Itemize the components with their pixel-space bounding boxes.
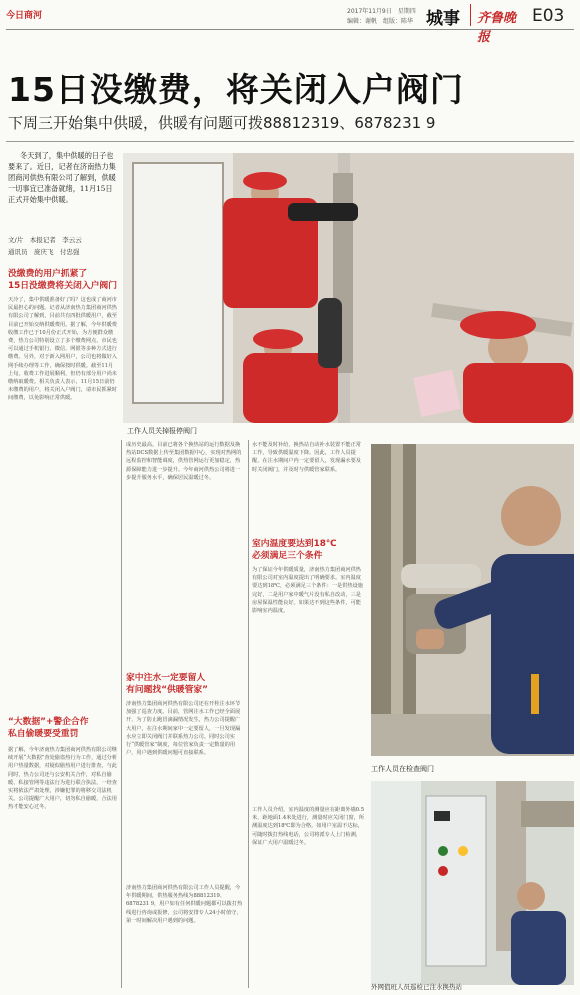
photo1-caption: 工作人员关掉报停阀门 [127,427,197,435]
middle-body-1: 成历史最高。目前已将各个换热站的运行数据及换热站DCS数据上传至集团数据中心，实现对热网的远程监控和智能调度，供热管网运行更加稳定，热源保障能力进一步提升。今年商河供热公司将进一步提升服务水平，确保居民温暖过冬。 [126,442,242,481]
middle-body-3: 济南热力集团商河供热有限公司工作人员提醒，今年供暖期间，供热服务热线为88812319、6878231 9，用户如有任何供暖问题都可以拨打热线进行咨询或报修，公司将安排专人24小时值守，第一时间解决用户遇到的问题。 [126,885,243,924]
lead-paragraph: 冬天到了，集中供暖的日子也要来了。近日，记者在济南热力集团商河供热有限公司了解到，供暖一切事宜已准备就绪，11月15日正式开始集中供暖。 [8,151,116,204]
subheadline: 下周三开始集中供暖，供暖有问题可拨88812319、6878231 9 [8,114,436,132]
byline-reporter: 文/片 本报记者 李云云 [8,236,82,244]
photo-heat-exchange-station [371,781,574,985]
byline-correspondent: 通讯员 庞庆飞 付忠强 [8,248,80,256]
photo2-caption: 工作人员在检查阀门 [371,765,434,773]
section1-title: 没缴费的用户抓紧了 15日没缴费将关闭入户阀门 [8,269,118,291]
third-body-1: 水不能及时补给，换热站自动补水装置不能正常工作，导致供暖温度下降。因此，工作人员提醒，在注水期间户内一定要留人，发现漏水要及时关闭阀门，并及时与供暖管家联系。 [252,442,361,473]
photo1-illustration [123,153,574,423]
date-line: 2017年11月9日 星期四 [347,8,416,15]
photo-workers-closing-valve [123,153,574,423]
column-name: 今日商河 [6,11,43,21]
third-body-2: 为了保证今年供暖质量，济南热力集团商河供热有限公司对室内温度提出了明确要求。室内温度要达到18℃，必须满足三个条件：一是供热设施完好，二是用户家中暖气片没有私自改动，三是房屋保温性能良好。如果达不到这些条件，可能影响室内温度。 [252,567,363,615]
column-divider-1 [121,440,122,988]
section2-title: “大数据”+警企合作 私自偷暖要受重罚 [8,717,89,739]
third-body-3: 工作人员介绍，室内温度的测量应在距离外墙0.5米、距地面1.4米处进行，测量时应关闭门窗，所测温度达到18℃即为合格。如用户室温不达标，可随时拨打热线电话，公司将派专人上门检测，保证广大用户温暖过冬。 [252,807,364,846]
section2-body: 据了解，今年济南热力集团商河供热有限公司继续开展“大数据”查处偷盗热行为工作，通过分析用户热量数据，对疑似偷热用户进行排查。与此同时，热力公司还与公安机关合作，对私自偷暖、私接管网等违法行为进行联合执法，一经查实将依法严肃处理，涉嫌犯罪的将移交司法机关。公司提醒广大用户，切勿私自偷暖，合法用热才能安心过冬。 [8,747,118,811]
editor-line: 编辑：谢帆 组版：陈华 [347,18,414,25]
headline: 15日没缴费，将关闭入户阀门 [8,70,464,109]
header-rule [6,29,574,30]
middle-body-2: 济南热力集团商河供热有限公司还在开栓注水环节加强了巡查力度。目前，管网注水工作已经全面展开，为了防止跑冒滴漏情况发生，热力公司提醒广大用户，在注水期间家中一定要留人，一旦发现漏水应立即关闭阀门并联系热力公司。同时公司实行“供暖管家”制度，每位管家负责一定数量的用户，用户遇到供暖问题可直接联系。 [126,701,241,757]
photo3-illustration [371,781,574,985]
headline-rule [6,141,574,142]
photo2-illustration [371,444,574,756]
section4-title: 室内温度要达到18℃ 必须满足三个条件 [252,539,337,561]
section3-title: 家中注水一定要留人 有问题找“供暖管家” [126,673,208,695]
photo-worker-checking-valve [371,444,574,756]
page-number: E03 [532,6,565,26]
photo3-caption: 外网值班人员巡检已注水换热站 [371,983,462,991]
column-divider-2 [248,440,249,988]
brand-logo [470,4,525,45]
brand-name: 齐鲁晚报 [477,11,517,45]
section1-body: 天冷了，集中供暖准备好了吗？这也成了商河市民最担心的问题。记者从济南热力集团商河供热有限公司了解到，目前共有四批供暖用户，截至目前已开始交纳供暖费用。据了解，今年供暖费收缴工作已于10月份正式开始，为方便群众缴费，热力公司特别设立了多个缴费网点，市民也可以通过手机银行、微信、网银等多种方式进行缴费。另外，对于新入网用户，公司也将做好入网手续办理等工作，确保按时供暖。截至11月上旬，收费工作进展顺利，但仍有部分用户尚未缴纳取暖费。相关负责人表示，11月15日前仍未缴费的用户，将关闭入户阀门，请市民抓紧时间缴费，以免影响正常供暖。 [8,297,117,402]
section-name: 城事 [426,9,460,29]
